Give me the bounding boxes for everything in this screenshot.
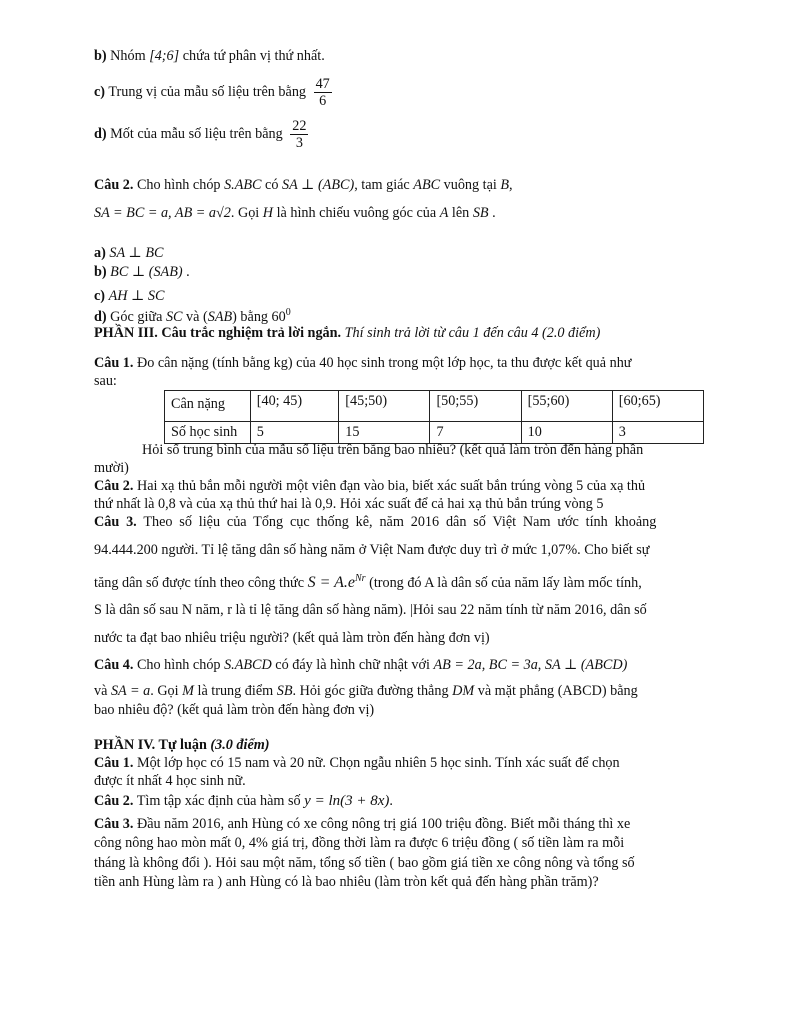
essay-question-3-line4: tiền anh Hùng làm ra ) anh Hùng có là bao nhiêu (làm tròn kết quả đến hàng phần trăm)? [94, 874, 599, 890]
essay-question-3-line3: tháng là không đổi ). Hỏi sau một năm, tổng số tiền ( bao gồm giá tiền xe công nông và tổng số [94, 855, 635, 871]
fraction: $\frac{47}{6}$ [315, 76, 330, 110]
growth-formula: $S = A.e^{Nr}$ [307, 573, 366, 591]
question-2: Câu 2. Hai xạ thủ bắn mỗi người một viên đạn vào bia, biết xác suất bắn trúng vòng 5 của xạ thủ [94, 478, 646, 494]
table-row [165, 422, 704, 444]
data-table [94, 390, 704, 444]
table-row [165, 391, 704, 422]
interval-cell: [55;60) [521, 391, 612, 422]
statement-d: d) Mốt của mẫu số liệu trên bằng $\frac{22}{3}$ [94, 118, 307, 152]
essay-question-2: Câu 2. Tìm tập xác định của hàm số y = ln(3 + 8x). [94, 793, 393, 809]
fraction: $\frac{22}{3}$ [292, 118, 307, 152]
statement-c: c) Trung vị của mẫu số liệu trên bằng $\frac{47}{6}$ [94, 76, 330, 110]
statement-b: b) BC ⊥ (SAB) . [94, 264, 190, 280]
count-cell: 3 [612, 422, 703, 444]
count-cell: 15 [339, 422, 430, 444]
table-header-cell: Cân nặng [165, 391, 251, 422]
question-2-pyramid: Câu 2. Cho hình chóp S.ABC có SA ⊥ (ABC), tam giác ABC vuông tại B, [94, 177, 513, 193]
essay-question-1-cont: được ít nhất 4 học sinh nữ. [94, 773, 246, 789]
interval-cell: [50;55) [430, 391, 521, 422]
question-3: Câu 3. Theo số liệu của Tổng cục thống kê, năm 2016 dân số Việt Nam ước tính khoảng [94, 514, 657, 530]
essay-question-3-line2: công nông hao mòn mất 0, 4% giá trị, đồng thời làm ra được 6 triệu đồng ( số tiền làm ra mỗi [94, 835, 625, 851]
count-cell: 7 [430, 422, 521, 444]
question-4: Câu 4. Cho hình chóp S.ABCD có đáy là hình chữ nhật với AB = 2a, BC = 3a, SA ⊥ (ABCD) [94, 657, 628, 673]
question-1-ask-cont: mười) [94, 460, 129, 476]
interval-cell: [40; 45) [250, 391, 339, 422]
section-heading: PHẦN III. Câu trắc nghiệm trả lời ngắn. Thí sinh trả lời từ câu 1 đến câu 4 (2.0 điểm) [94, 325, 601, 341]
count-cell: 5 [250, 422, 339, 444]
question-4-line2: và SA = a. Gọi M là trung điểm SB. Hỏi góc giữa đường thẳng DM và mặt phẳng (ABCD) bằng [94, 683, 638, 699]
question-1: Câu 1. Đo cân nặng (tính bằng kg) của 40 học sinh trong một lớp học, ta thu được kết quả như [94, 355, 632, 371]
statement-b: b) Nhóm [4;6] chứa tứ phân vị thứ nhất. [94, 48, 325, 64]
interval: [4;6] [149, 48, 180, 64]
question-3-line5: nước ta đạt bao nhiêu triệu người? (kết quả làm tròn đến hàng đơn vị) [94, 630, 490, 646]
table-header-cell: Số học sinh [165, 422, 251, 444]
statement-c: c) AH ⊥ SC [94, 288, 165, 304]
statement-d: d) Góc giữa SC và (SAB) bằng $60^0$ [94, 307, 291, 325]
question-1-ask: Hỏi số trung bình của mẫu số liệu trên bằng bao nhiêu? (kết quả làm tròn đến hàng phần [142, 442, 644, 458]
question-3-line4: S là dân số sau N năm, r là tỉ lệ tăng dân số hàng năm). |Hỏi sau 22 năm tính từ năm 2016, dân số [94, 602, 647, 618]
question-2-cont: thứ nhất là 0,8 và của xạ thủ thứ hai là 0,9. Hỏi xác suất để cả hai xạ thủ bắn trúng vòng 5 [94, 496, 604, 512]
statement-a: a) SA ⊥ BC [94, 245, 164, 261]
question-3-line3: tăng dân số được tính theo công thức $S = A.e^{Nr}$ (trong đó A là dân số của năm lấy làm mốc tính, [94, 573, 642, 591]
interval-cell: [45;50) [339, 391, 430, 422]
question-2-line2: SA = BC = a, AB = a√2. Gọi H là hình chiếu vuông góc của A lên SB . [94, 205, 496, 221]
function-formula: y = ln(3 + 8x) [304, 793, 390, 809]
question-1-cont: sau: [94, 373, 117, 389]
section-heading: PHẦN IV. Tự luận (3.0 điểm) [94, 737, 270, 753]
essay-question-3: Câu 3. Đầu năm 2016, anh Hùng có xe công nông trị giá 100 triệu đồng. Biết mỗi tháng thì xe [94, 816, 631, 832]
question-3-line2: 94.444.200 người. Tỉ lệ tăng dân số hàng năm ở Việt Nam được duy trì ở mức 1,07%. Cho biết sự [94, 542, 650, 558]
frequency-table [164, 390, 704, 444]
count-cell: 10 [521, 422, 612, 444]
interval-cell: [60;65) [612, 391, 703, 422]
essay-question-1: Câu 1. Một lớp học có 15 nam và 20 nữ. Chọn ngẫu nhiên 5 học sinh. Tính xác suất để chọn [94, 755, 620, 771]
question-4-line3: bao nhiêu độ? (kết quả làm tròn đến hàng đơn vị) [94, 702, 375, 718]
statement-label: b) [94, 48, 107, 64]
